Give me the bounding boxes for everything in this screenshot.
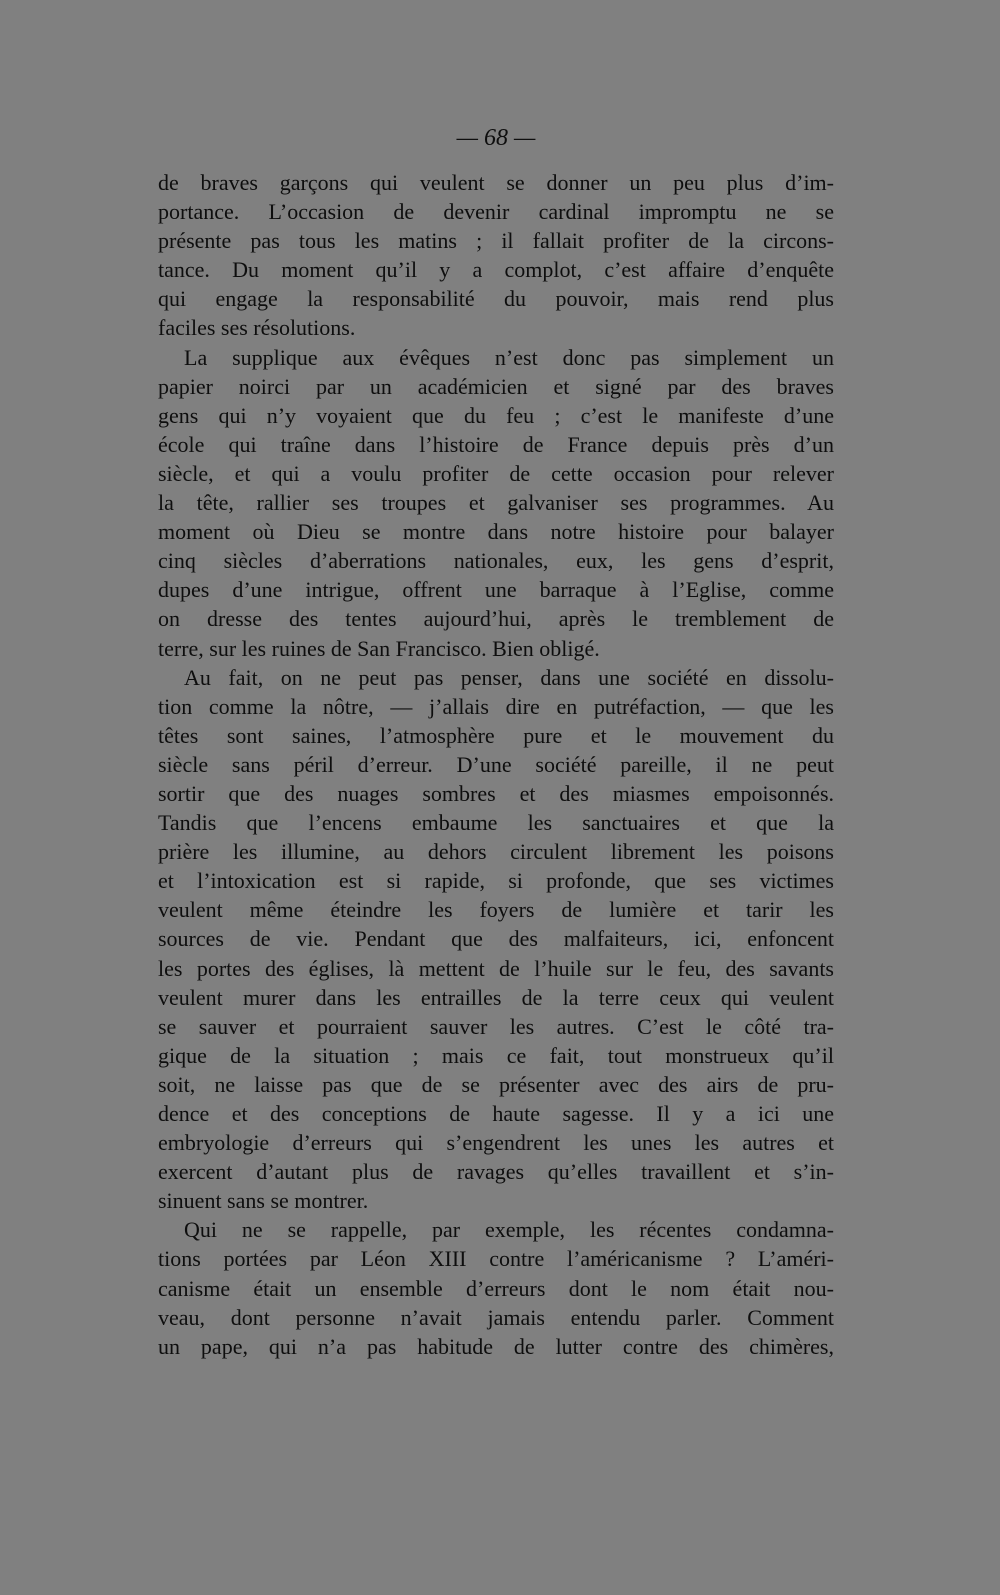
text-line: papier noirci par un académicien et signé par des braves: [158, 373, 834, 399]
text-body: [158, 168, 834, 1361]
text-line: se sauver et pourraient sauver les autres. C’est le côté tra-: [158, 1013, 834, 1039]
text-line: exercent d’autant plus de ravages qu’elles travaillent et s’in-: [158, 1159, 834, 1185]
text-line: de braves garçons qui veulent se donner un peu plus d’im-: [158, 170, 834, 195]
paragraph: [158, 343, 834, 663]
text-line: tions portées par Léon XIII contre l’américanisme ? L’améri-: [158, 1246, 834, 1272]
text-line: têtes sont saines, l’atmosphère pure et le mouvement du: [158, 722, 834, 748]
text-line: soit, ne laisse pas que de se présenter avec des airs de pru-: [158, 1071, 834, 1097]
text-line: dence et des conceptions de haute sagesse. Il y a ici une: [158, 1101, 834, 1126]
text-line: siècle, et qui a voulu profiter de cette occasion pour relever: [158, 460, 834, 486]
text-line: gens qui n’y voyaient que du feu ; c’est le manifeste d’une: [158, 402, 834, 428]
page-number-text: — 68 —: [456, 125, 536, 151]
text-line: tance. Du moment qu’il y a complot, c’est affaire d’enquête: [158, 257, 834, 283]
text-line: école qui traîne dans l’histoire de France depuis près d’un: [158, 431, 834, 457]
text-line: veulent murer dans les entrailles de la terre ceux qui veulent: [158, 984, 834, 1010]
text-line: veulent même éteindre les foyers de lumière et tarir les: [158, 897, 834, 923]
text-line: prière les illumine, au dehors circulent librement les poisons: [158, 839, 834, 865]
text-line: Au fait, on ne peut pas penser, dans une société en dissolu-: [184, 664, 834, 690]
text-line: sources de vie. Pendant que des malfaiteurs, ici, enfoncent: [158, 926, 834, 952]
text-line: gique de la situation ; mais ce fait, tout monstrueux qu’il: [158, 1042, 834, 1068]
text-line: portance. L’occasion de devenir cardinal impromptu ne se: [158, 199, 834, 225]
text-line: La supplique aux évêques n’est donc pas simplement un: [184, 344, 834, 370]
text-line: siècle sans péril d’erreur. D’une société pareille, il ne peut: [158, 751, 834, 777]
paragraph: [158, 1215, 834, 1360]
text-line: veau, dont personne n’avait jamais entendu parler. Comment: [158, 1304, 834, 1330]
text-line: faciles ses résolutions.: [158, 315, 356, 341]
text-line: Qui ne se rappelle, par exemple, les récentes condamna-: [184, 1217, 834, 1243]
text-line: la tête, rallier ses troupes et galvaniser ses programmes. Au: [158, 490, 834, 516]
text-line: terre, sur les ruines de San Francisco. Bien obligé.: [158, 635, 600, 661]
text-line: un pape, qui n’a pas habitude de lutter contre des chimères,: [158, 1333, 834, 1359]
text-line: moment où Dieu se montre dans notre histoire pour balayer: [158, 519, 834, 545]
text-line: sortir que des nuages sombres et des miasmes empoisonnés.: [158, 780, 834, 806]
text-line: cinq siècles d’aberrations nationales, eux, les gens d’esprit,: [158, 548, 834, 574]
text-line: les portes des églises, là mettent de l’huile sur le feu, des savants: [158, 955, 834, 981]
paragraph: [158, 168, 834, 343]
text-line: Tandis que l’encens embaume les sanctuaires et que la: [158, 810, 834, 836]
text-line: on dresse des tentes aujourd’hui, après le tremblement de: [158, 606, 834, 632]
text-line: sinuent sans se montrer.: [158, 1188, 369, 1214]
text-line: présente pas tous les matins ; il fallait profiter de la circons-: [158, 228, 834, 254]
text-line: qui engage la responsabilité du pouvoir, mais rend plus: [158, 286, 834, 312]
text-line: dupes d’une intrigue, offrent une barraque à l’Eglise, comme: [158, 577, 834, 603]
text-line: canisme était un ensemble d’erreurs dont le nom était nou-: [158, 1275, 834, 1301]
paragraph: [158, 663, 834, 1216]
text-line: tion comme la nôtre, — j’allais dire en putréfaction, — que les: [158, 693, 834, 719]
text-line: embryologie d’erreurs qui s’engendrent les unes les autres et: [158, 1130, 834, 1156]
text-line: et l’intoxication est si rapide, si profonde, que ses victimes: [158, 868, 834, 894]
page-body: [158, 118, 834, 1361]
page-number: [158, 118, 834, 158]
